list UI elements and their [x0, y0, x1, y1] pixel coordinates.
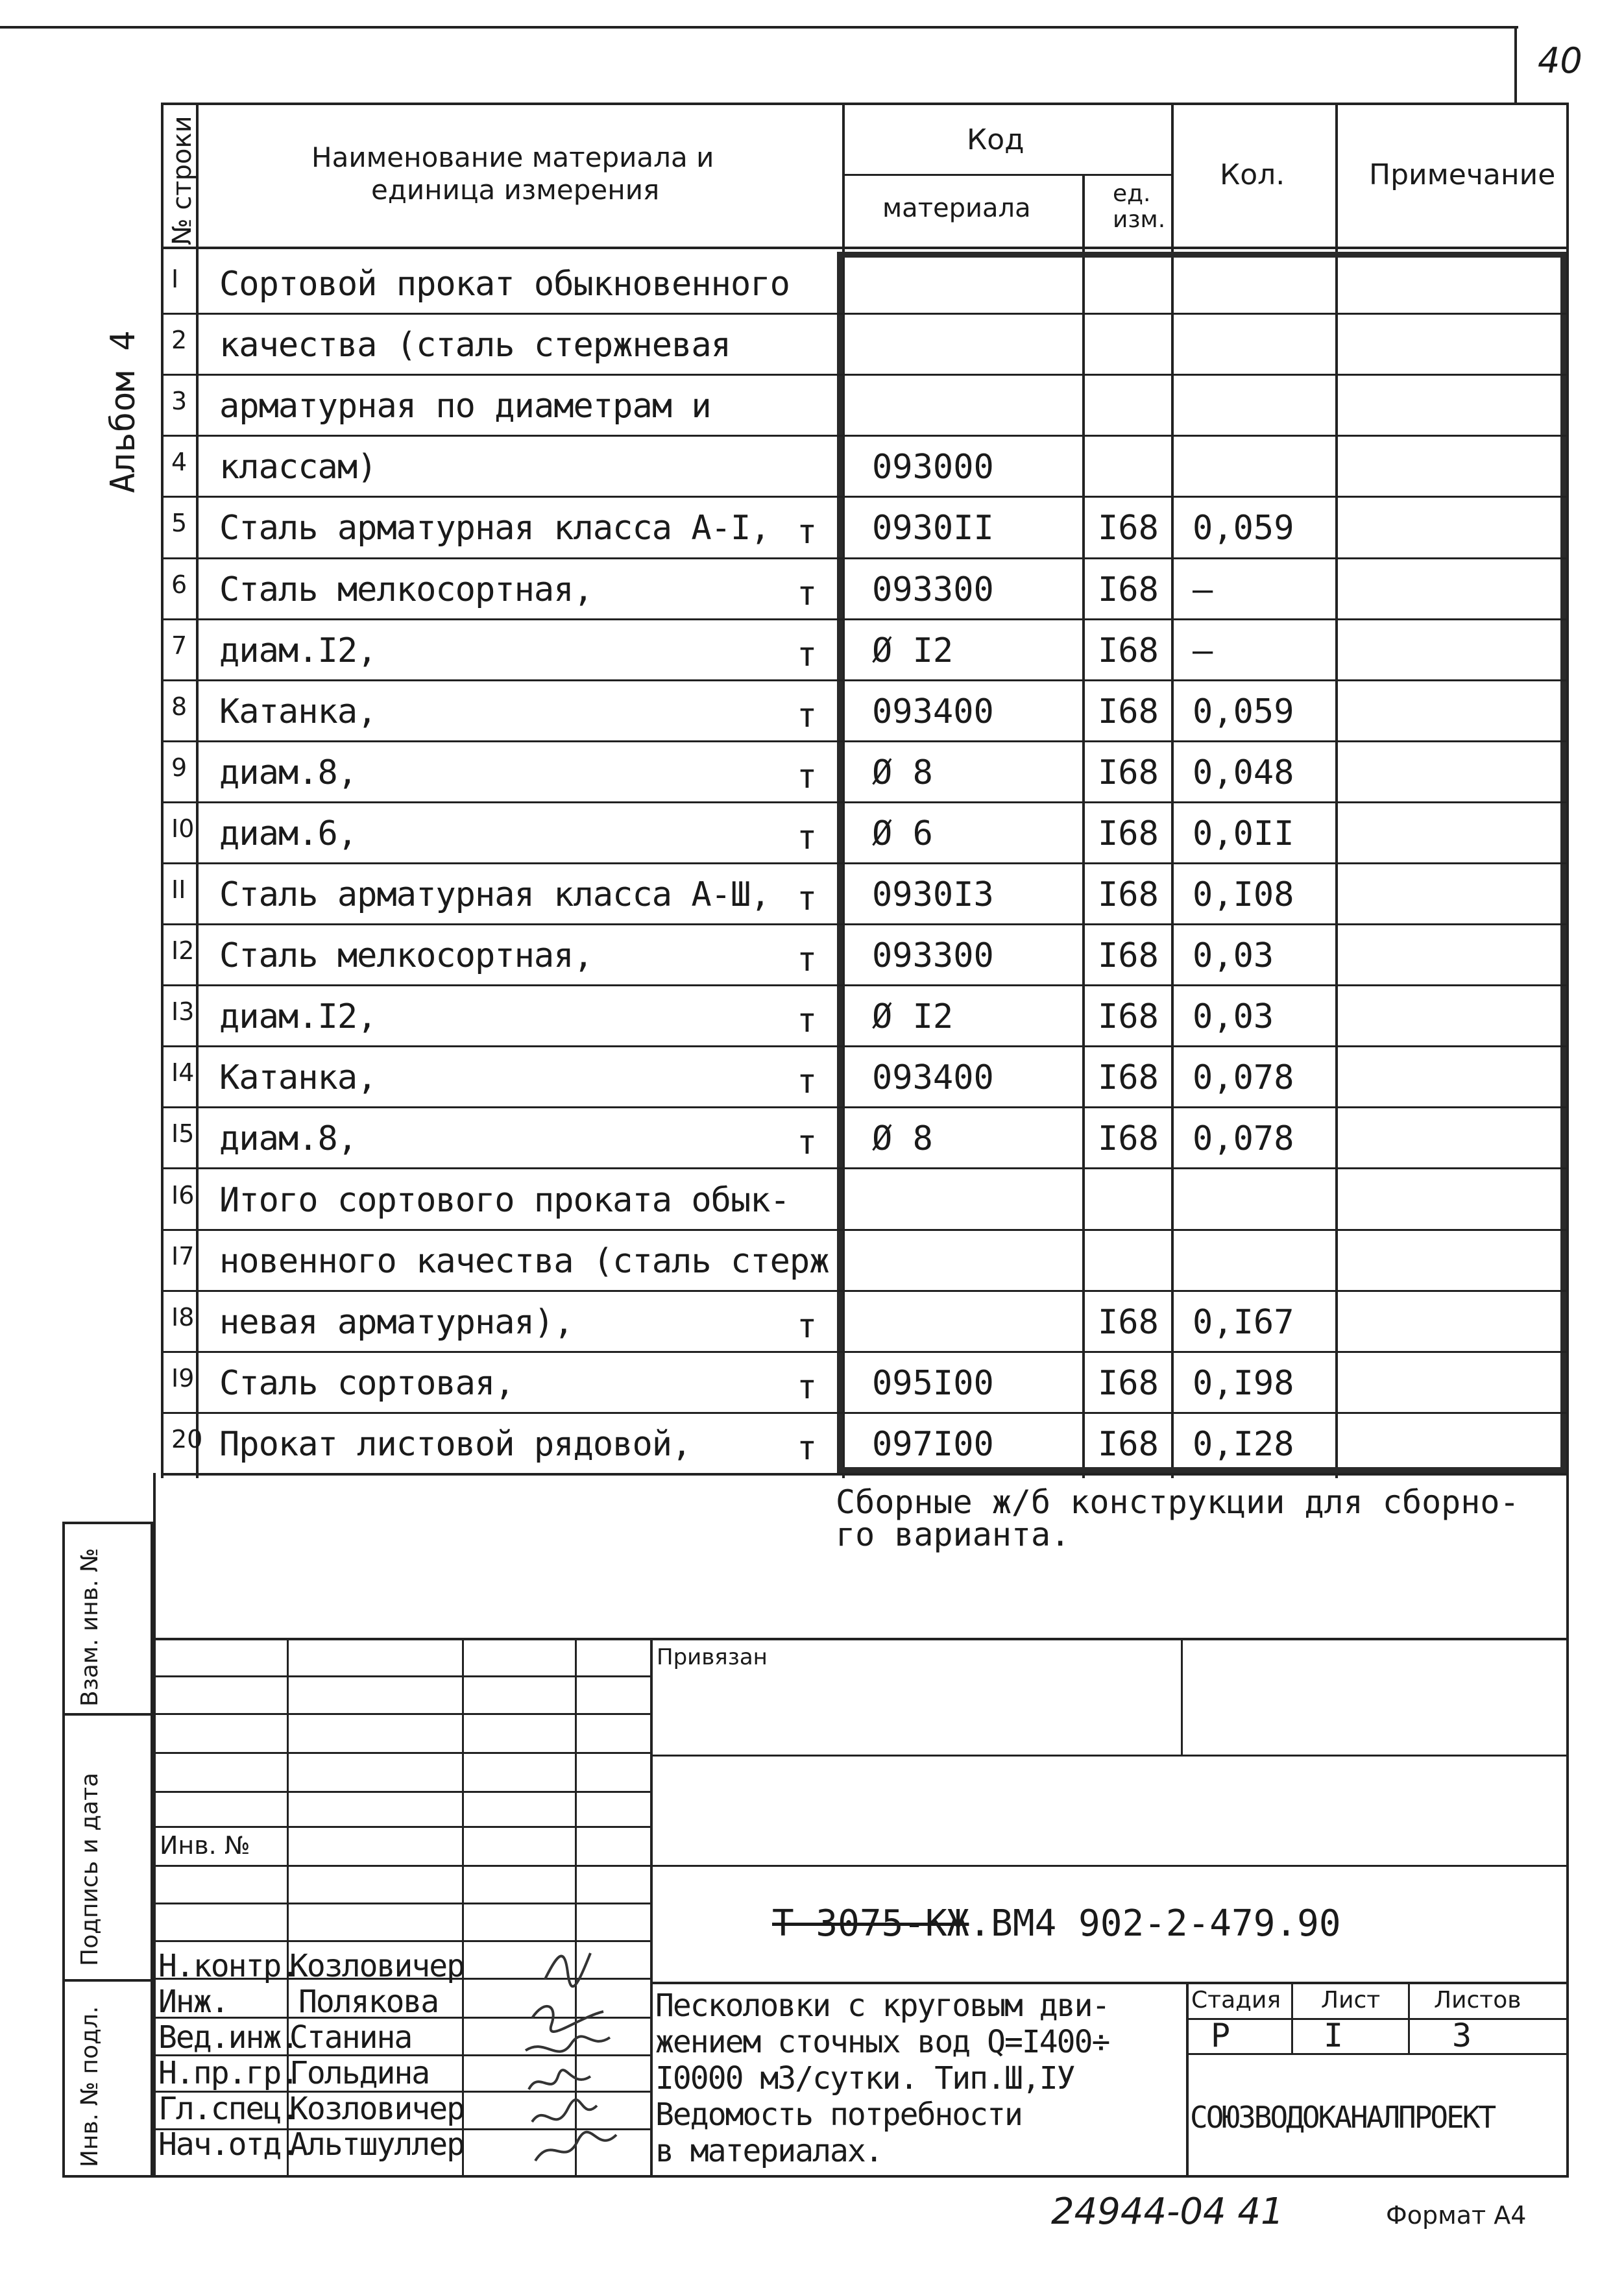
- row-code: Ø 8: [872, 1119, 933, 1158]
- stamp-grid-row: [153, 1826, 650, 1828]
- row-name: Катанка,: [219, 1058, 377, 1097]
- row-divider: [161, 740, 1569, 742]
- row-code: Ø 8: [872, 753, 933, 792]
- row-divider: [161, 923, 1569, 925]
- code-subdivider: [842, 174, 1173, 176]
- row-qty: 0,I67: [1193, 1303, 1294, 1342]
- stage-row2: [1186, 2053, 1569, 2055]
- row-qty: 0,I08: [1193, 875, 1294, 914]
- side-col-left: [62, 1522, 65, 2177]
- stage-row1: [1186, 2018, 1569, 2020]
- row-unit: I68: [1098, 570, 1159, 609]
- row-unit-t: т: [797, 757, 817, 796]
- row-qty: –: [1193, 570, 1213, 609]
- row-number: 9: [171, 753, 188, 782]
- header-code: Код: [967, 123, 1024, 156]
- stage-left: [1186, 1982, 1189, 2176]
- row-divider: [161, 1290, 1569, 1292]
- side-div-1: [62, 1713, 153, 1716]
- row-divider: [161, 374, 1569, 376]
- row-name: Итого сортового проката обык-: [219, 1181, 790, 1220]
- row-number: 7: [171, 631, 188, 660]
- row-name: Сталь арматурная класса А-Ш,: [219, 875, 770, 914]
- page-number: 40: [1538, 40, 1582, 81]
- row-unit-t: т: [797, 818, 817, 857]
- title-line: Песколовки с круговым дви-: [655, 1988, 1109, 2024]
- row-number: 20: [171, 1425, 203, 1453]
- row-number: I8: [171, 1303, 195, 1331]
- header-unit-2: изм.: [1113, 206, 1166, 233]
- row-divider: [161, 1229, 1569, 1231]
- header-unit-1: ед.: [1113, 180, 1151, 207]
- row-number: I4: [171, 1058, 195, 1087]
- row-unit: I68: [1098, 1425, 1159, 1464]
- row-name: диам.I2,: [219, 997, 377, 1036]
- row-number: I2: [171, 936, 195, 965]
- row-unit: I68: [1098, 1058, 1159, 1097]
- row-unit-t: т: [797, 879, 817, 918]
- header-qty: Кол.: [1220, 158, 1285, 191]
- signatory-name: Полякова: [298, 1984, 439, 2020]
- signatory-role: Инж.: [158, 1984, 228, 2020]
- row-code: Ø I2: [872, 997, 954, 1036]
- row-name: арматурная по диаметрам и: [219, 387, 711, 426]
- row-divider: [161, 1045, 1569, 1047]
- row-code: 095I00: [872, 1364, 994, 1403]
- row-number: I0: [171, 814, 195, 843]
- row-unit: I68: [1098, 692, 1159, 731]
- row-number: I5: [171, 1119, 195, 1148]
- row-unit: I68: [1098, 509, 1159, 548]
- stamp-grid-row: [153, 1752, 650, 1754]
- row-unit-t: т: [797, 1001, 817, 1040]
- stamp-grid-row: [153, 1903, 650, 1904]
- signatory-name: Козловичер: [289, 2091, 464, 2127]
- row-divider: [161, 435, 1569, 437]
- row-code: Ø 6: [872, 814, 933, 853]
- row-unit-t: т: [797, 1123, 817, 1162]
- signatory-role: Н.пр.гр.: [158, 2055, 298, 2091]
- signatory-name: Козловичер: [289, 1948, 464, 1984]
- signatory-name: Альтшуллер: [289, 2126, 464, 2163]
- row-unit: I68: [1098, 753, 1159, 792]
- title-line: I0000 м3/сутки. Тип.Ш,IУ: [655, 2060, 1074, 2097]
- table-right: [1566, 103, 1569, 1478]
- row-code: 097I00: [872, 1425, 994, 1464]
- stamp-grid-row: [153, 1675, 650, 1677]
- stamp-left: [153, 1473, 156, 2177]
- stamp-grid-row: [153, 1713, 650, 1715]
- row-divider: [161, 496, 1569, 498]
- stage-v1: [1291, 1982, 1293, 2054]
- stamp-right: [1566, 1473, 1569, 2177]
- row-divider: [161, 862, 1569, 864]
- stage-value: Р: [1211, 2017, 1231, 2054]
- row-number: II: [171, 875, 186, 904]
- header-name-line2: единица измерения: [371, 174, 660, 206]
- row-qty: 0,078: [1193, 1119, 1294, 1158]
- row-name: Сталь сортовая,: [219, 1364, 515, 1403]
- side-podpis: Подпись и дата: [77, 1772, 103, 1966]
- doc-number-rest: .ВМ4 902-2-479.90: [969, 1903, 1341, 1945]
- signatory-name: Станина: [289, 2019, 412, 2056]
- row-unit-t: т: [797, 1429, 817, 1468]
- row-name: Сортовой прокат обыкновенного: [219, 265, 790, 304]
- signatory-role: Н.контр.: [158, 1948, 298, 1984]
- row-number: I3: [171, 997, 195, 1026]
- organization: СОЮЗВОДОКАНАЛПРОЕКТ: [1190, 2100, 1495, 2135]
- row-number: 4: [171, 448, 188, 476]
- side-inv: Инв. № подл.: [77, 2006, 103, 2167]
- row-name: классам): [219, 448, 377, 487]
- row-qty: 0,I28: [1193, 1425, 1294, 1464]
- row-divider: [161, 984, 1569, 986]
- sheets-label: Листов: [1434, 1987, 1521, 2013]
- row-unit-t: т: [797, 1307, 817, 1346]
- row-unit: I68: [1098, 875, 1159, 914]
- footer-number: 24944-04 41: [1051, 2191, 1284, 2233]
- row-name: качества (сталь стержневая: [219, 326, 731, 365]
- doc-number-struck: Т 3075-КЖ: [772, 1903, 969, 1945]
- stage-v2: [1408, 1982, 1410, 2054]
- table-bottom: [161, 1473, 1569, 1476]
- row-qty: 0,03: [1193, 936, 1274, 975]
- rownum-col-line: [196, 103, 199, 1478]
- side-vzam: Взам. инв. №: [77, 1548, 103, 1707]
- row-number: 8: [171, 692, 188, 721]
- row-qty: 0,078: [1193, 1058, 1294, 1097]
- row-qty: 0,059: [1193, 509, 1294, 548]
- row-unit-t: т: [797, 574, 817, 613]
- row-name: новенного качества (сталь стерж: [219, 1242, 829, 1281]
- row-name: невая арматурная),: [219, 1303, 574, 1342]
- row-unit: I68: [1098, 936, 1159, 975]
- row-divider: [161, 557, 1569, 559]
- sheet-value: I: [1324, 2017, 1344, 2054]
- row-qty: 0,I98: [1193, 1364, 1294, 1403]
- stamp-grid-row: [153, 1791, 650, 1793]
- docnum-top: [650, 1865, 1569, 1867]
- row-divider: [161, 801, 1569, 803]
- row-name: диам.8,: [219, 753, 358, 792]
- title-line: в материалах.: [655, 2133, 882, 2169]
- signatory-role: Вед.инж.: [158, 2019, 298, 2056]
- row-name: диам.8,: [219, 1119, 358, 1158]
- privyazan-v: [1181, 1638, 1183, 1756]
- row-code: 0930II: [872, 509, 994, 548]
- row-unit-t: т: [797, 1368, 817, 1407]
- header-row-num: № строки: [167, 116, 197, 245]
- row-number: 3: [171, 387, 188, 415]
- row-qty: –: [1193, 631, 1213, 670]
- row-unit-t: т: [797, 940, 817, 979]
- signatory-role: Гл.спец.: [158, 2091, 298, 2127]
- title-line: жением сточных вод Q=I400÷: [655, 2024, 1109, 2060]
- row-number: I: [171, 265, 179, 293]
- row-divider: [161, 1167, 1569, 1169]
- header-material: материала: [882, 193, 1031, 223]
- row-divider: [161, 679, 1569, 681]
- row-code: 0930I3: [872, 875, 994, 914]
- inv-no-label: Инв. №: [160, 1831, 250, 1860]
- header-name-line1: Наименование материала и: [311, 141, 714, 173]
- row-qty: 0,03: [1193, 997, 1274, 1036]
- docnum-bottom: [650, 1982, 1569, 1984]
- album-label: Альбом 4: [104, 330, 143, 493]
- row-number: 5: [171, 509, 188, 537]
- row-divider: [161, 1351, 1569, 1353]
- row-name: Катанка,: [219, 692, 377, 731]
- row-unit: I68: [1098, 1303, 1159, 1342]
- row-number: 6: [171, 570, 188, 599]
- row-unit-t: т: [797, 1062, 817, 1101]
- row-unit-t: т: [797, 513, 817, 552]
- doc-number: [772, 1903, 1341, 1945]
- privyazan-bottom: [650, 1755, 1569, 1757]
- row-name: Сталь мелкосортная,: [219, 570, 593, 609]
- row-code: Ø I2: [872, 631, 954, 670]
- row-name: диам.6,: [219, 814, 358, 853]
- signatory-role: Нач.отд.: [158, 2126, 298, 2163]
- row-name: диам.I2,: [219, 631, 377, 670]
- signatures-scribble: [519, 1940, 675, 2174]
- top-border: [0, 26, 1518, 29]
- row-name: Прокат листовой рядовой,: [219, 1425, 692, 1464]
- table-left: [161, 103, 164, 1478]
- header-bottom: [161, 247, 1569, 249]
- header-note: Примечание: [1369, 158, 1556, 191]
- note-line2: го варианта.: [836, 1516, 1071, 1553]
- row-number: 2: [171, 326, 188, 354]
- row-name: Сталь мелкосортная,: [219, 936, 593, 975]
- row-divider: [161, 1412, 1569, 1414]
- row-unit: I68: [1098, 814, 1159, 853]
- row-code: 093400: [872, 1058, 994, 1097]
- row-qty: 0,059: [1193, 692, 1294, 731]
- side-div-2: [62, 1979, 153, 1982]
- row-number: I7: [171, 1242, 195, 1271]
- stamp-top: [153, 1638, 1569, 1640]
- row-unit-t: т: [797, 696, 817, 735]
- header-top: [161, 103, 1569, 105]
- row-divider: [161, 313, 1569, 315]
- sheets-value: 3: [1452, 2017, 1472, 2054]
- row-divider: [161, 1106, 1569, 1108]
- row-qty: 0,0II: [1193, 814, 1294, 853]
- stamp-grid-row: [153, 1865, 650, 1867]
- sheet-label: Лист: [1321, 1987, 1381, 2013]
- row-unit-t: т: [797, 635, 817, 674]
- row-code: 093000: [872, 448, 994, 487]
- stage-label: Стадия: [1191, 1987, 1281, 2013]
- privyazan-label: Привязан: [657, 1644, 768, 1670]
- row-unit: I68: [1098, 631, 1159, 670]
- page-number-divider: [1514, 26, 1517, 104]
- row-unit: I68: [1098, 1364, 1159, 1403]
- row-unit: I68: [1098, 1119, 1159, 1158]
- signatory-name: Гольдина: [289, 2055, 430, 2091]
- row-code: 093300: [872, 570, 994, 609]
- row-code: 093300: [872, 936, 994, 975]
- row-unit: I68: [1098, 997, 1159, 1036]
- note-line1: Сборные ж/б конструкции для сборно-: [836, 1483, 1520, 1521]
- row-divider: [161, 618, 1569, 620]
- row-number: I6: [171, 1181, 195, 1210]
- row-name: Сталь арматурная класса А-I,: [219, 509, 770, 548]
- row-qty: 0,048: [1193, 753, 1294, 792]
- side-top: [62, 1522, 153, 1524]
- title-line: Ведомость потребности: [655, 2097, 1022, 2133]
- format-label: Формат А4: [1386, 2201, 1527, 2230]
- row-number: I9: [171, 1364, 195, 1392]
- row-code: 093400: [872, 692, 994, 731]
